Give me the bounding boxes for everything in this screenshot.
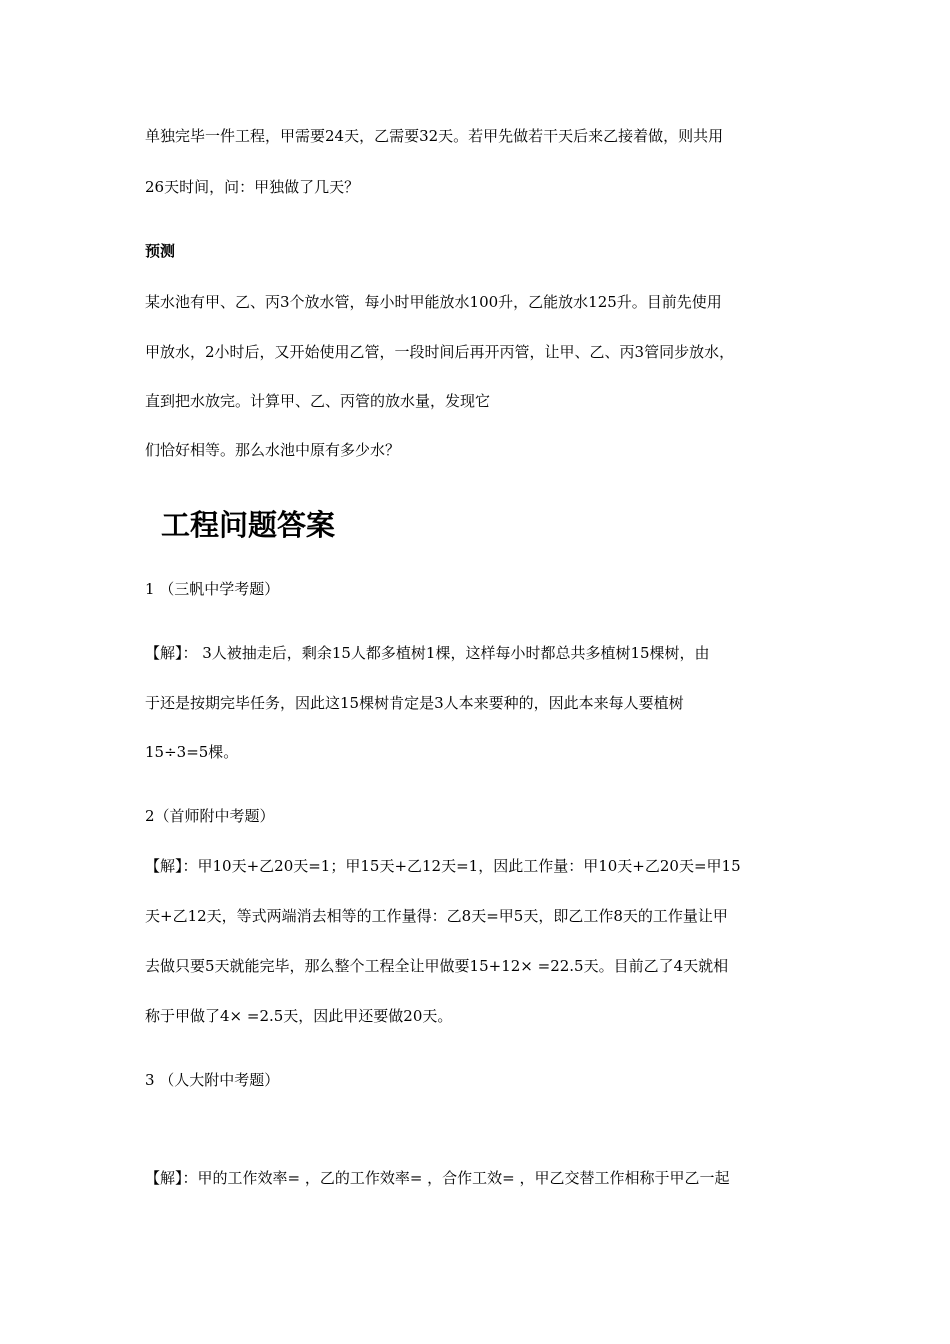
forecast-line-1: 某水池有甲、乙、丙3个放水管，每小时甲能放水100升，乙能放水125升。目前先使用 <box>145 293 722 311</box>
forecast-line-3: 直到把水放完。计算甲、乙、丙管的放水量，发现它 <box>145 392 491 410</box>
answer-3-line-1: 【解】：甲的工作效率= ，乙的工作效率= ，合作工效= ，甲乙交替工作相称于甲乙一起 <box>145 1169 730 1187</box>
answer-2-line-1: 【解】：甲10天+乙20天=1；甲15天+乙12天=1，因此工作量：甲10天+乙20天=甲15 <box>145 857 741 875</box>
forecast-line-4: 们恰好相等。那么水池中原有多少水？ <box>145 441 401 459</box>
answer-2-label: 2（首师附中考题） <box>145 807 275 825</box>
answer-2-line-4: 称于甲做了4× =2.5天，因此甲还要做20天。 <box>145 1007 453 1025</box>
problem-line-2: 26天时间，问：甲独做了几天？ <box>145 178 360 196</box>
answer-1-label: 1 （三帆中学考题） <box>145 580 280 598</box>
forecast-line-2: 甲放水，2小时后，又开始使用乙管，一段时间后再开丙管，让甲、乙、丙3管同步放水， <box>145 343 735 361</box>
answer-1-line-2: 于还是按期完毕任务，因此这15棵树肯定是3人本来要种的，因此本来每人要植树 <box>145 694 684 712</box>
forecast-title: 预测 <box>145 242 176 260</box>
answer-2-line-3: 去做只要5天就能完毕，那么整个工程全让甲做要15+12× =22.5天。目前乙了4天就相 <box>145 957 729 975</box>
answer-1-line-1: 【解】： 3人被抽走后，剩余15人都多植树1棵，这样每小时都总共多植树15棵树，由 <box>145 644 710 662</box>
answer-3-label: 3 （人大附中考题） <box>145 1071 280 1089</box>
problem-line-1: 单独完毕一件工程，甲需要24天，乙需要32天。若甲先做若干天后来乙接着做，则共用 <box>145 127 724 145</box>
answer-1-line-3: 15÷3=5棵。 <box>145 743 239 761</box>
answers-title: 工程问题答案 <box>161 508 336 542</box>
answer-2-line-2: 天+乙12天，等式两端消去相等的工作量得：乙8天=甲5天，即乙工作8天的工作量让甲 <box>145 907 728 925</box>
